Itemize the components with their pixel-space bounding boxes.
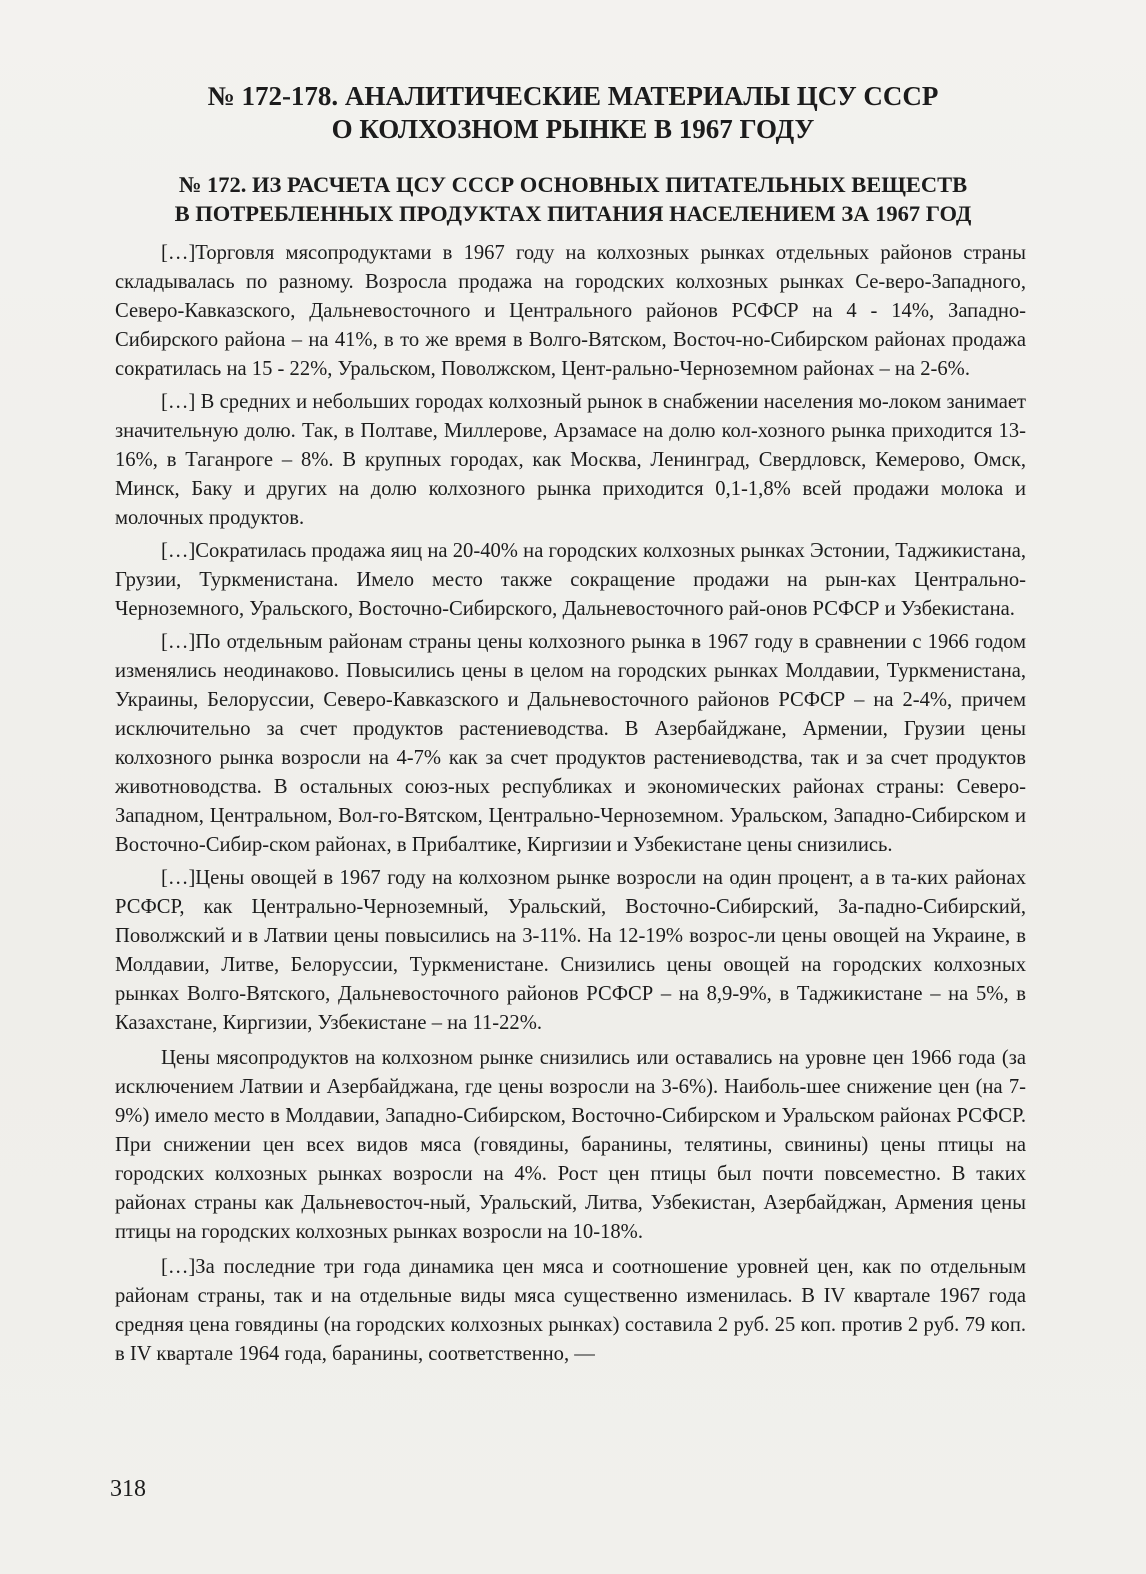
document-subtitle [100, 170, 1046, 228]
paragraph-meat-trade: […]Торговля мясопродуктами в 1967 году на колхозных рынках отдельных районов страны складывалась по разному. Возросла продажа на городских колхозных рынках Се-веро-Западного, Северо-Кавказского, Дальневосточного и Центрального районов РСФСР на 4 - 14%, Западно-Сибирского района – на 41%, в то же время в Волго-Вятском, Восточ-но-Сибирском районах продажа сократилась на 15 - 22%, Уральском, Поволжском, Цент-рально-Черноземном районах – на 2-6%. [115, 242, 1026, 380]
subtitle-text: № 172. ИЗ РАСЧЕТА ЦСУ СССР ОСНОВНЫХ ПИТАТЕЛЬНЫХ ВЕЩЕСТВ В ПОТРЕБЛЕННЫХ ПРОДУКТАХ ПИТАНИЯ НАСЕЛЕНИЕМ ЗА 1967 ГОД [174, 172, 972, 226]
paragraph-eggs: […]Сократилась продажа яиц на 20-40% на городских колхозных рынках Эстонии, Таджикистана, Грузии, Туркменистана. Имело место также сокращение продажи на рын-ках Центрально-Черноземного, Уральского, Восточно-Сибирского, Дальневосточного рай-онов РСФСР и Узбекистана. [115, 540, 1026, 620]
paragraph-prices-by-region: […]По отдельным районам страны цены колхозного рынка в 1967 году в сравнении с 1966 годом изменялись неодинаково. Повысились цены в целом на городских рынках Молдавии, Туркменистана, Украины, Белоруссии, Северо-Кавказского и Дальневосточного районов РСФСР – на 2-4%, причем исключительно за счет продуктов растениеводства. В Азербайджане, Армении, Грузии цены колхозного рынка возросли на 4-7% как за счет продуктов растениеводства, так и за счет продуктов животноводства. В остальных союз-ных республиках и экономических районах страны: Северо-Западном, Центральном, Вол-го-Вятском, Центрально-Черноземном. Уральском, Западно-Сибирском и Восточно-Сибир-ском районах, в Прибалтике, Киргизии и Узбекистане цены снизились. [115, 631, 1026, 856]
page-number: 318 [110, 1476, 146, 1502]
paragraph-vegetables: […]Цены овощей в 1967 году на колхозном рынке возросли на один процент, а в та-ких районах РСФСР, как Центрально-Черноземный, Уральский, Восточно-Сибирский, За-падно-Сибирский, Поволжский и в Латвии цены повысились на 3-11%. На 12-19% возрос-ли цены овощей на Украине, в Молдавии, Литве, Белоруссии, Туркменистане. Снизились цены овощей на городских колхозных рынках Волго-Вятского, Дальневосточного районов РСФСР – на 8,9-9%, в Таджикистане – на 5%, в Казахстане, Киргизии, Узбекистане – на 11-22%. [115, 867, 1026, 1034]
document-title [100, 80, 1046, 146]
title-text: № 172-178. АНАЛИТИЧЕСКИЕ МАТЕРИАЛЫ ЦСУ СССР О КОЛХОЗНОМ РЫНКЕ В 1967 ГОДУ [207, 81, 939, 144]
paragraph-milk: […] В средних и небольших городах колхозный рынок в снабжении населения мо-локом занимает значительную долю. Так, в Полтаве, Миллерове, Арзамасе на долю кол-хозного рынка приходится 13-16%, в Таганроге – 8%. В крупных городах, как Москва, Ленинград, Свердловск, Кемерово, Омск, Минск, Баку и других на долю колхозного рынка приходится 0,1-1,8% всей продажи молока и молочных продуктов. [115, 391, 1026, 529]
document-body [115, 239, 1026, 1369]
paragraph-price-dynamics: […]За последние три года динамика цен мяса и соотношение уровней цен, как по отдельным районам страны, так и на отдельные виды мяса существенно изменилась. В IV квартале 1967 года средняя цена говядины (на городских колхозных рынках) составила 2 руб. 25 коп. против 2 руб. 79 коп. в IV квартале 1964 года, баранины, соответственно, — [115, 1256, 1026, 1365]
paragraph-meat-prices: Цены мясопродуктов на колхозном рынке снизились или оставались на уровне цен 1966 года (за исключением Латвии и Азербайджана, где цены возросли на 3-6%). Наиболь-шее снижение цен (на 7-9%) имело место в Молдавии, Западно-Сибирском, Восточно-Сибирском и Уральском районах РСФСР. При снижении цен всех видов мяса (говядины, баранины, телятины, свинины) цены птицы на городских колхозных рынках возросли на 4%. Рост цен птицы был почти повсеместно. В таких районах страны как Дальневосточ-ный, Уральский, Литва, Узбекистан, Азербайджан, Армения цены птицы на городских колхозных рынках возросли на 10-18%. [115, 1047, 1026, 1243]
